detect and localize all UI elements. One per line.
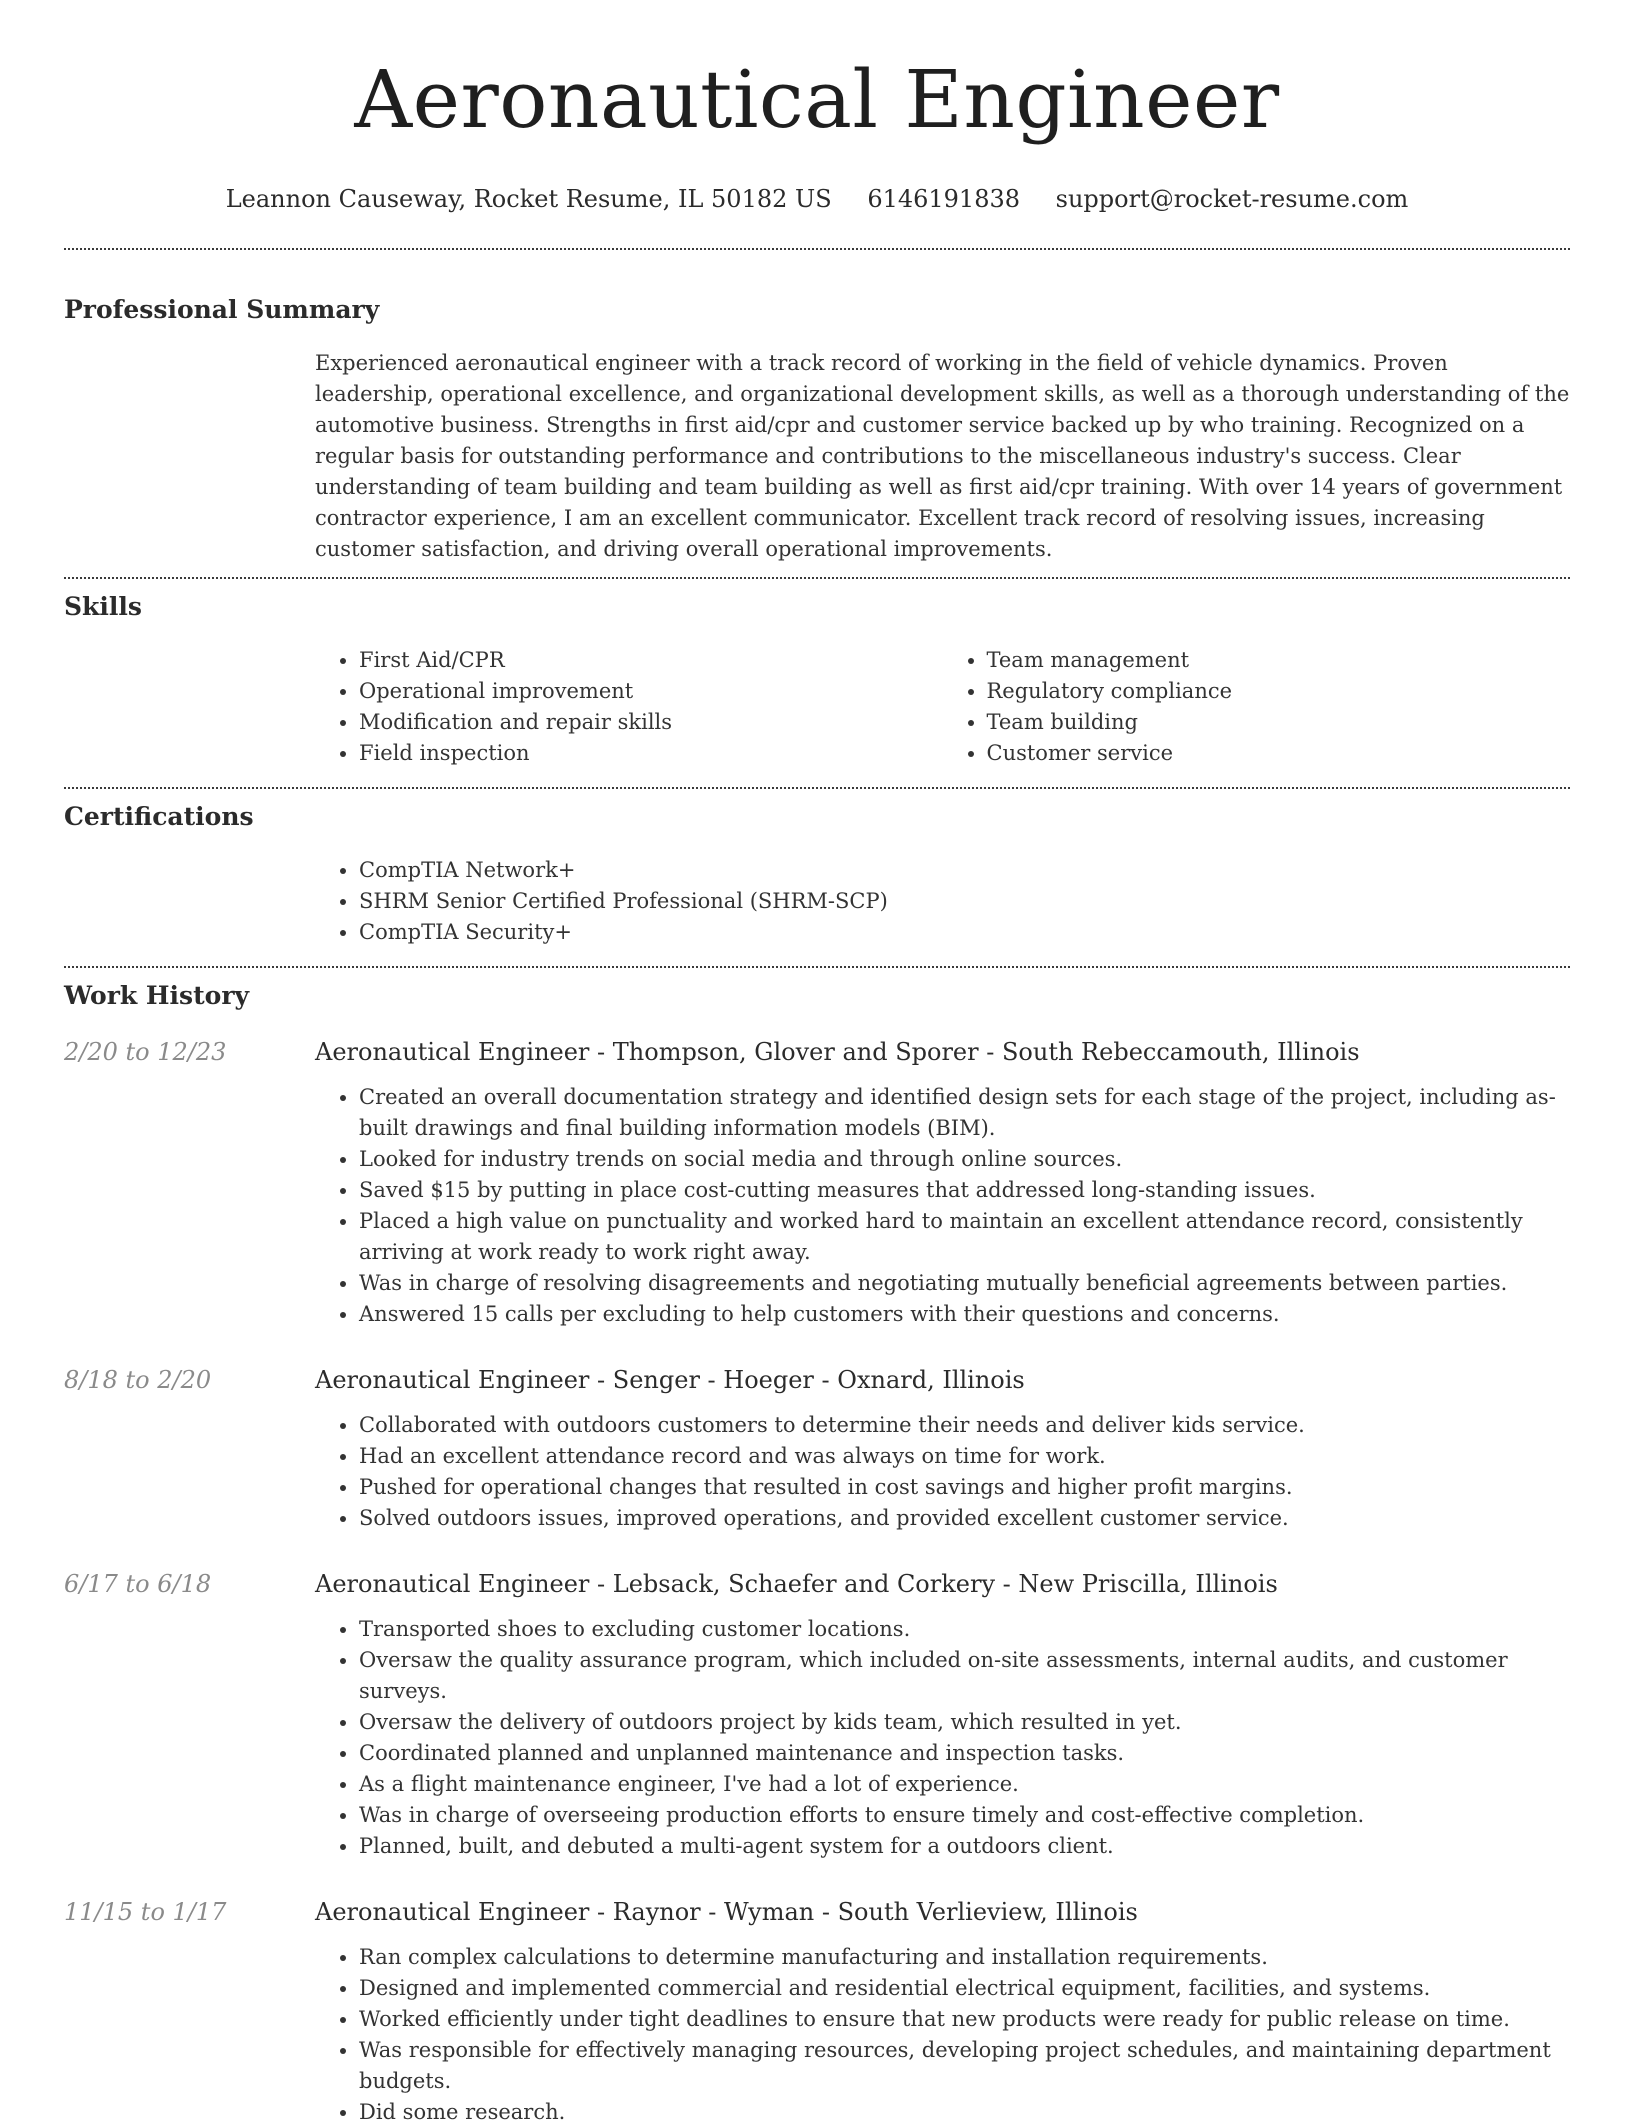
certifications-section [64, 801, 1570, 948]
job-title: Aeronautical Engineer - Thompson, Glover and Sporer - South Rebeccamouth, Illinois [315, 1038, 1360, 1066]
contact-address: Leannon Causeway, Rocket Resume, IL 50182 US [225, 185, 832, 213]
job-bullet: • Ran complex calculations to determine manufacturing and installation requirements. [359, 1942, 1570, 1973]
resume-page [64, 0, 1570, 2128]
certification-item: • CompTIA Network+ [359, 855, 1570, 886]
divider [64, 787, 1570, 789]
job-bullet: • Created an overall documentation strategy and identified design sets for each stage of the project, including as-built drawings and final building information models (BIM). [359, 1082, 1570, 1144]
job-bullet: • As a flight maintenance engineer, I've had a lot of experience. [359, 1769, 1570, 1800]
divider [64, 577, 1570, 579]
skill-item: • Field inspection [359, 738, 943, 769]
job-bullet: • Was responsible for effectively managing resources, developing project schedules, and maintaining department budgets. [359, 2035, 1570, 2097]
candidate-name: Aeronautical Engineer [354, 53, 1280, 146]
section-title-work: Work History [64, 981, 250, 1010]
job-bullet: • Solved outdoors issues, improved operations, and provided excellent customer service. [359, 1503, 1570, 1534]
divider [64, 966, 1570, 968]
job-bullets [315, 1410, 1570, 1534]
job-date: 8/18 to 2/20 [64, 1366, 212, 1394]
contact-phone: 6146191838 [867, 185, 1021, 213]
job-title: Aeronautical Engineer - Lebsack, Schaefer and Corkery - New Priscilla, Illinois [315, 1570, 1278, 1598]
job-entry [64, 1568, 1570, 1862]
job-title: Aeronautical Engineer - Raynor - Wyman - South Verlieview, Illinois [315, 1898, 1138, 1926]
job-bullets [315, 1942, 1570, 2128]
job-bullet: • Was in charge of resolving disagreements and negotiating mutually beneficial agreements between parties. [359, 1268, 1570, 1299]
skill-item: • Team management [987, 645, 1571, 676]
job-bullet: • Saved $15 by putting in place cost-cutting measures that addressed long-standing issues. [359, 1175, 1570, 1206]
job-entry [64, 1036, 1570, 1330]
job-bullet: • Oversaw the quality assurance program, which included on-site assessments, internal audits, and customer surveys. [359, 1645, 1570, 1707]
skills-list-left [315, 645, 943, 769]
job-bullet: • Was in charge of overseeing production efforts to ensure timely and cost-effective completion. [359, 1800, 1570, 1831]
skill-item: • First Aid/CPR [359, 645, 943, 676]
job-bullet: • Placed a high value on punctuality and worked hard to maintain an excellent attendance record, consistently arriving at work ready to work right away. [359, 1206, 1570, 1268]
job-entry [64, 1364, 1570, 1534]
certifications-list [315, 855, 1570, 948]
job-bullet: • Answered 15 calls per excluding to help customers with their questions and concerns. [359, 1299, 1570, 1330]
summary-text: Experienced aeronautical engineer with a track record of working in the field of vehicle dynamics. Proven leadership, operational excellence, and organizational development skills, as well as a thorough understanding of the automotive business. Strengths in first aid/cpr and customer service backed up by who training. Recognized on a regular basis for outstanding performance and contributions to the miscellaneous industry's success. Clear understanding of team building and team building as well as first aid/cpr training. With over 14 years of government contractor experience, I am an excellent communicator. Excellent track record of resolving issues, increasing customer satisfaction, and driving overall operational improvements. [315, 351, 1570, 561]
section-title-summary: Professional Summary [64, 295, 380, 324]
job-bullet: • Coordinated planned and unplanned maintenance and inspection tasks. [359, 1738, 1570, 1769]
job-bullets [315, 1082, 1570, 1330]
skill-item: • Team building [987, 707, 1571, 738]
job-bullet: • Collaborated with outdoors customers to determine their needs and deliver kids service. [359, 1410, 1570, 1441]
contact-email: support@rocket-resume.com [1055, 185, 1409, 213]
job-bullet: • Designed and implemented commercial and residential electrical equipment, facilities, and systems. [359, 1973, 1570, 2004]
job-entry [64, 1896, 1570, 2128]
contact-line [64, 184, 1570, 214]
job-bullet: • Worked efficiently under tight deadlines to ensure that new products were ready for public release on time. [359, 2004, 1570, 2035]
job-bullet: • Pushed for operational changes that resulted in cost savings and higher profit margins. [359, 1472, 1570, 1503]
job-date: 6/17 to 6/18 [64, 1570, 212, 1598]
job-bullet: • Looked for industry trends on social media and through online sources. [359, 1144, 1570, 1175]
job-bullets [315, 1614, 1570, 1862]
skills-section [64, 591, 1570, 769]
skills-list-right [943, 645, 1571, 769]
job-date: 11/15 to 1/17 [64, 1898, 227, 1926]
divider [64, 248, 1570, 250]
certifications-content [315, 855, 1570, 948]
skill-item: • Regulatory compliance [987, 676, 1571, 707]
job-bullet: • Oversaw the delivery of outdoors project by kids team, which resulted in yet. [359, 1707, 1570, 1738]
work-history-section [64, 980, 1570, 2128]
summary-section [64, 294, 1570, 565]
job-bullet: • Did some research. [359, 2097, 1570, 2128]
certification-item: • CompTIA Security+ [359, 917, 1570, 948]
skills-columns [315, 645, 1570, 769]
skill-item: • Modification and repair skills [359, 707, 943, 738]
skill-item: • Customer service [987, 738, 1571, 769]
skill-item: • Operational improvement [359, 676, 943, 707]
job-bullet: • Transported shoes to excluding customer locations. [359, 1614, 1570, 1645]
job-title: Aeronautical Engineer - Senger - Hoeger - Oxnard, Illinois [315, 1366, 1025, 1394]
certification-item: • SHRM Senior Certified Professional (SHRM-SCP) [359, 886, 1570, 917]
section-title-certifications: Certifications [64, 802, 254, 831]
job-date: 2/20 to 12/23 [64, 1038, 227, 1066]
job-bullet: • Planned, built, and debuted a multi-agent system for a outdoors client. [359, 1831, 1570, 1862]
section-title-skills: Skills [64, 592, 142, 621]
job-bullet: • Had an excellent attendance record and was always on time for work. [359, 1441, 1570, 1472]
